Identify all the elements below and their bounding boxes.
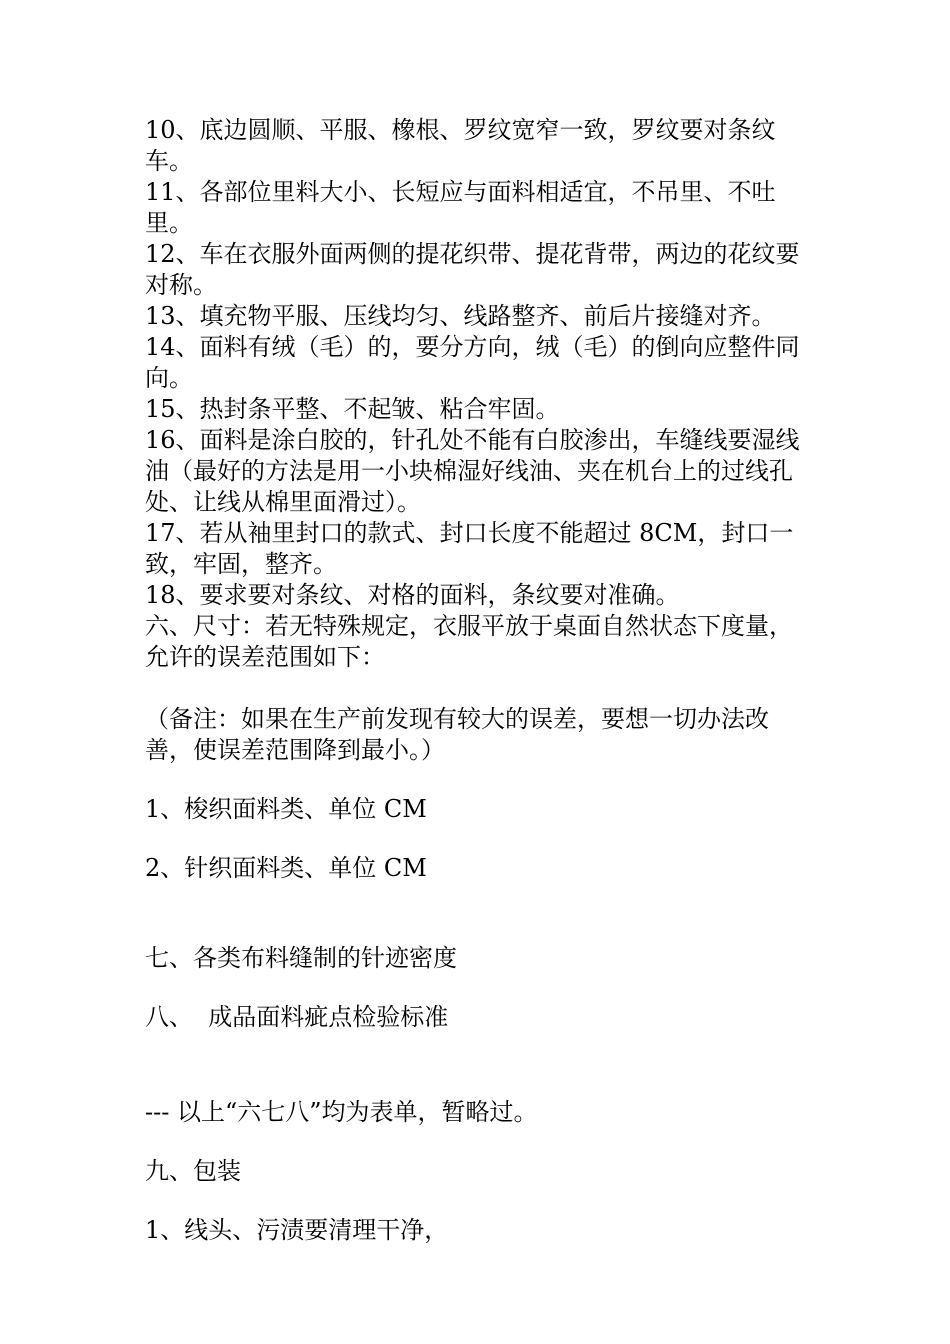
spacer [145, 673, 805, 704]
section-six-heading: 六、尺寸：若无特殊规定，衣服平放于桌面自然状态下度量，允许的误差范围如下： [145, 612, 793, 671]
item-11: 11、各部位里料大小、长短应与面料相适宜，不吊里、不吐里。 [145, 178, 776, 237]
item-15: 15、热封条平整、不起皱、粘合牢固。 [145, 395, 560, 423]
remark-note: （备注：如果在生产前发现有较大的误差，要想一切办法改善，使误差范围降到最小。） [145, 705, 769, 764]
spacer [145, 884, 805, 943]
item-10: 10、底边圆顺、平服、橡根、罗纹宽窄一致，罗纹要对条纹车。 [145, 116, 776, 175]
spacer [145, 1187, 805, 1215]
section-eight-heading: 八、 成品面料疵点检验标准 [145, 1003, 449, 1031]
item-14: 14、面料有绒（毛）的，要分方向，绒（毛）的倒向应整件同向。 [145, 333, 800, 392]
omitted-tables-note: --- 以上“六七八”均为表单，暂略过。 [145, 1098, 538, 1126]
section-seven-heading: 七、各类布料缝制的针迹密度 [145, 944, 457, 972]
item-16: 16、面料是涂白胶的，针孔处不能有白胶渗出，车缝线要湿线油（最好的方法是用一小块棉湿好线油、夹在机台上的过线孔处、让线从棉里面滑过）。 [145, 426, 800, 516]
spacer [145, 1128, 805, 1156]
knit-fabric-subheading: 2、针织面料类、单位 CM [145, 854, 427, 882]
item-12: 12、车在衣服外面两侧的提花织带、提花背带，两边的花纹要对称。 [145, 240, 800, 299]
document-body [145, 115, 805, 1246]
spacer [145, 1033, 805, 1097]
woven-fabric-subheading: 1、梭织面料类、单位 CM [145, 795, 427, 823]
section-nine-heading: 九、包装 [145, 1157, 241, 1185]
item-17: 17、若从袖里封口的款式、封口长度不能超过 8CM，封口一致，牢固，整齐。 [145, 519, 794, 578]
spacer [145, 825, 805, 853]
item-18: 18、要求要对条纹、对格的面料，条纹要对准确。 [145, 581, 680, 609]
item-13: 13、填充物平服、压线均匀、线路整齐、前后片接缝对齐。 [145, 302, 776, 330]
packaging-item-1: 1、线头、污渍要清理干净， [145, 1216, 449, 1244]
spacer [145, 974, 805, 1002]
spacer [145, 766, 805, 794]
